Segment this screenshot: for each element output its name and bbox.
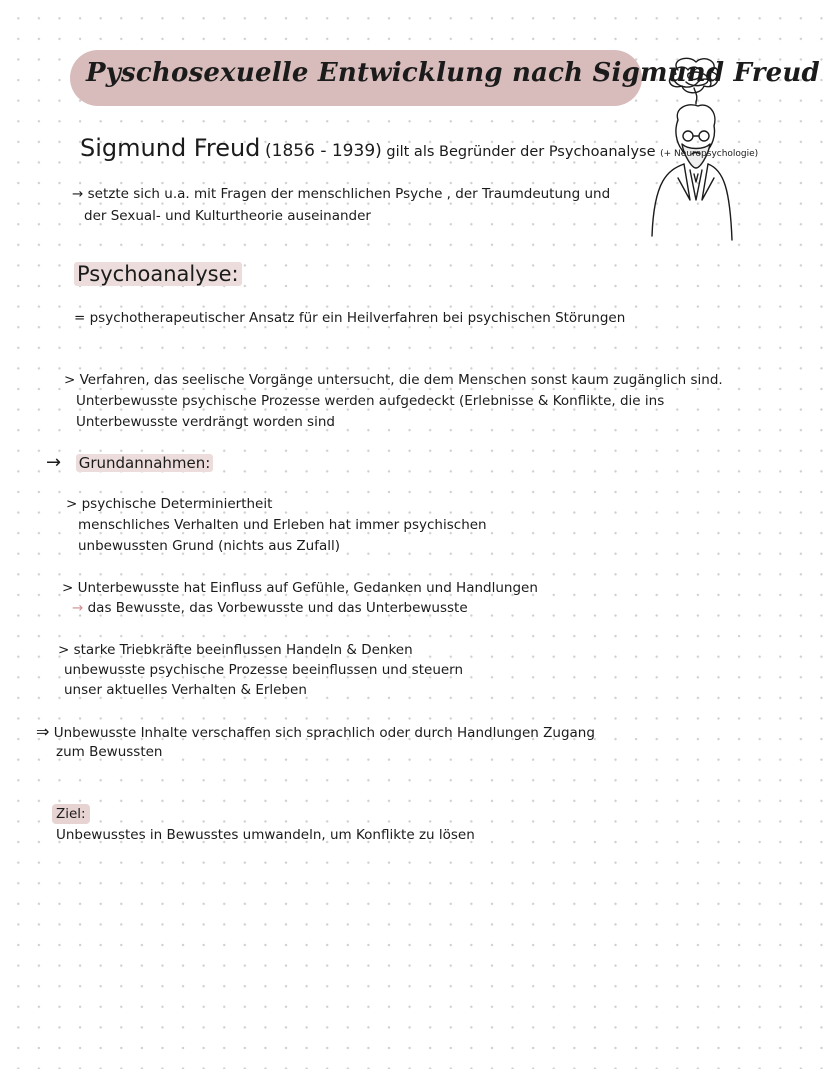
conclusion-line-1: ⇒ Unbewusste Inhalte verschaffen sich sprachlich oder durch Handlungen Zugang — [36, 722, 595, 741]
point1-line-1: > psychische Determiniertheit — [66, 496, 273, 512]
freud-years: (1856 - 1939) — [265, 141, 382, 161]
ziel-text: Unbewusstes in Bewusstes umwandeln, um Konflikte zu lösen — [56, 827, 475, 843]
verfahren-line-1: > Verfahren, das seelische Vorgänge untersucht, die dem Menschen sonst kaum zugänglich sind. — [64, 372, 723, 388]
freud-name: Sigmund Freud — [80, 134, 261, 162]
psychoanalyse-definition: = psychotherapeutischer Ansatz für ein Heilverfahren bei psychischen Störungen — [74, 310, 626, 326]
verfahren-line-3: Unterbewusste verdrängt worden sind — [76, 414, 335, 430]
point3-line-1: > starke Triebkräfte beeinflussen Handeln & Denken — [58, 642, 413, 658]
psychoanalyse-heading: Psychoanalyse: — [74, 262, 242, 286]
intro-line — [80, 134, 759, 165]
intro-detail-line-2: der Sexual- und Kulturtheorie auseinander — [84, 208, 371, 224]
point2-line-1: > Unterbewusste hat Einfluss auf Gefühle, Gedanken und Handlungen — [62, 580, 538, 596]
verfahren-line-2: Unterbewusste psychische Prozesse werden aufgedeckt (Erlebnisse & Konflikte, die ins — [76, 393, 665, 409]
grundannahmen-heading: Grundannahmen: — [76, 454, 214, 472]
intro-text: gilt als Begründer der Psychoanalyse — [386, 144, 656, 160]
page-title: Pyschosexuelle Entwicklung nach Sigmund Freud — [86, 58, 820, 88]
thought-scribble-icon — [669, 58, 717, 102]
intro-detail-line-1: → setzte sich u.a. mit Fragen der menschlichen Psyche , der Traumdeutung und — [72, 186, 611, 202]
intro-note: (+ Neuropsychologie) — [660, 149, 759, 159]
arrow-right-icon: → — [72, 600, 84, 616]
point1-line-2: menschliches Verhalten und Erleben hat immer psychischen — [78, 517, 487, 533]
point1-line-3: unbewussten Grund (nichts aus Zufall) — [78, 538, 341, 554]
grundannahmen-heading-row — [46, 452, 213, 475]
point3-line-3: unser aktuelles Verhalten & Erleben — [64, 682, 307, 698]
point2-line-2: → das Bewusste, das Vorbewusste und das Unterbewusste — [72, 600, 468, 616]
ziel-label: Ziel: — [52, 804, 90, 824]
conclusion-line-2: zum Bewussten — [56, 744, 163, 760]
arrow-right-icon: → — [72, 186, 84, 202]
arrow-right-icon: → — [46, 452, 62, 473]
point3-line-2: unbewusste psychische Prozesse beeinflussen und steuern — [64, 662, 464, 678]
double-arrow-right-icon: ⇒ — [36, 722, 50, 741]
